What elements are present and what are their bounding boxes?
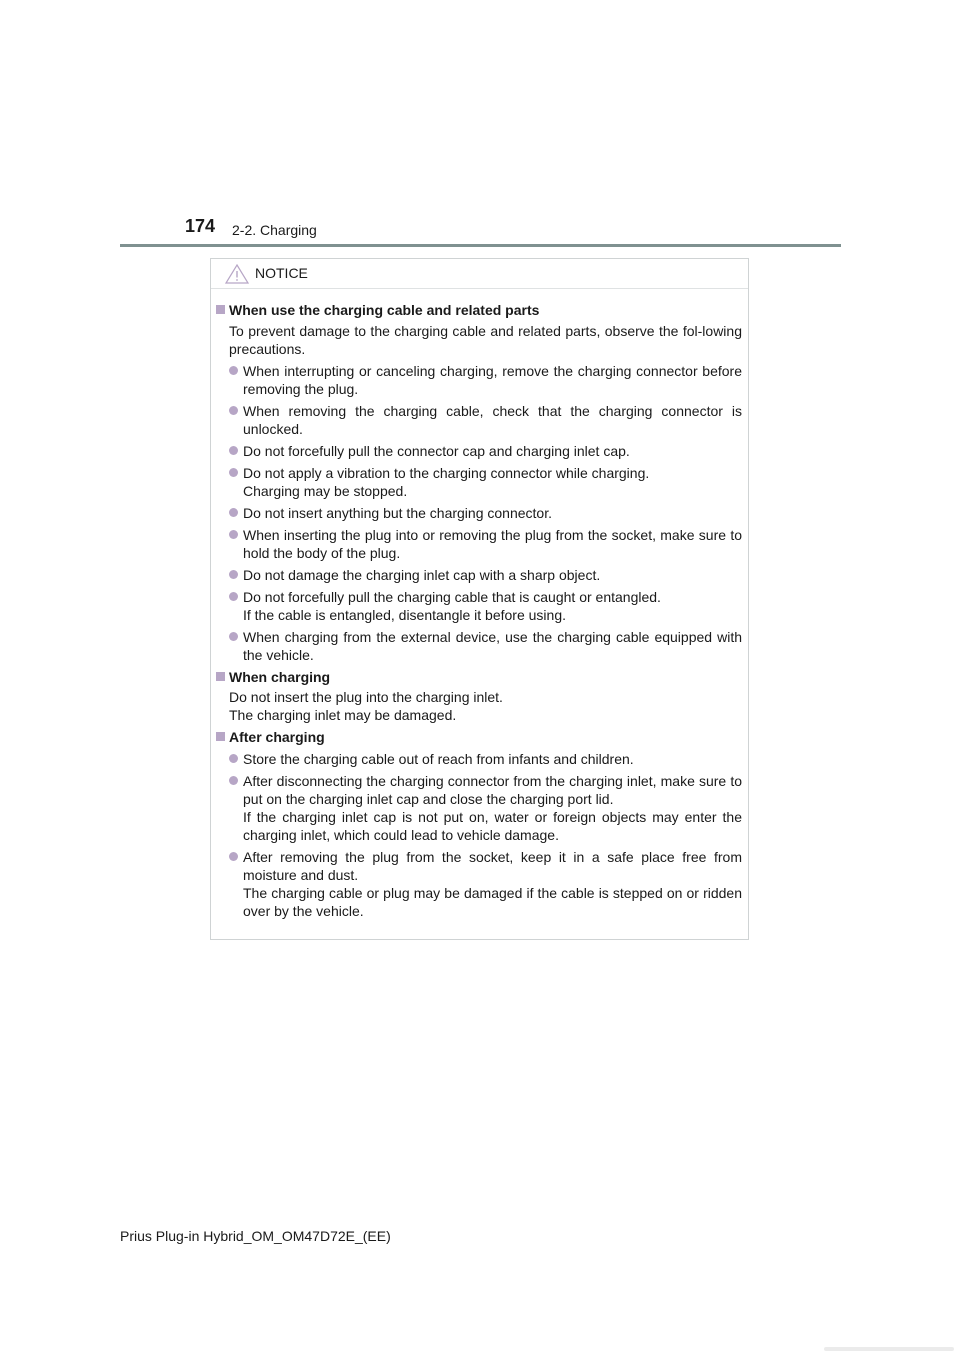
notice-box	[210, 258, 749, 940]
list-item: Do not insert anything but the charging connector.	[216, 504, 742, 522]
list-item: After disconnecting the charging connector from the charging inlet, make sure to put on the charging inlet cap and close the charging port lid. If the charging inlet cap is not put on, water or foreign objects may enter the charging inlet, which could lead to vehicle damage.	[216, 772, 742, 844]
bullet-dot-icon	[229, 468, 238, 477]
bullet-dot-icon	[229, 508, 238, 517]
bullet-dot-icon	[229, 366, 238, 375]
watermark-logo	[824, 1344, 954, 1354]
square-bullet-icon	[216, 305, 225, 314]
bullet-dot-icon	[229, 632, 238, 641]
bullet-dot-icon	[229, 754, 238, 763]
bullet-dot-icon	[229, 852, 238, 861]
notice-body	[211, 289, 748, 920]
section-title: 2-2. Charging	[232, 222, 317, 238]
section-heading: After charging	[216, 728, 742, 746]
list-item: When inserting the plug into or removing the plug from the socket, make sure to hold the body of the plug.	[216, 526, 742, 562]
bullet-dot-icon	[229, 406, 238, 415]
list-item: Do not forcefully pull the charging cable that is caught or entangled. If the cable is entangled, disentangle it before using.	[216, 588, 742, 624]
bullet-dot-icon	[229, 530, 238, 539]
bullet-dot-icon	[229, 446, 238, 455]
section-intro: Do not insert the plug into the charging inlet. The charging inlet may be damaged.	[229, 689, 503, 723]
footer-manual-id: Prius Plug-in Hybrid_OM_OM47D72E_(EE)	[120, 1228, 391, 1244]
list-item: Store the charging cable out of reach from infants and children.	[216, 750, 742, 768]
section-heading: When use the charging cable and related parts	[216, 301, 742, 319]
notice-label: NOTICE	[255, 265, 308, 281]
bullet-dot-icon	[229, 592, 238, 601]
bullet-dot-icon	[229, 570, 238, 579]
bullet-dot-icon	[229, 776, 238, 785]
warning-icon	[225, 264, 249, 284]
section-heading: When charging	[216, 668, 742, 686]
header-rule	[120, 244, 841, 247]
list-item: When removing the charging cable, check that the charging connector is unlocked.	[216, 402, 742, 438]
list-item: After removing the plug from the socket, keep it in a safe place free from moisture and dust. The charging cable or plug may be damaged if the cable is stepped on or ridden over by the vehicle.	[216, 848, 742, 920]
square-bullet-icon	[216, 732, 225, 741]
notice-header	[211, 259, 748, 289]
list-item: Do not apply a vibration to the charging connector while charging. Charging may be stopped.	[216, 464, 742, 500]
list-item: When interrupting or canceling charging, remove the charging connector before removing the plug.	[216, 362, 742, 398]
list-item: Do not damage the charging inlet cap with a sharp object.	[216, 566, 742, 584]
square-bullet-icon	[216, 672, 225, 681]
page-number: 174	[185, 216, 216, 236]
list-item: Do not forcefully pull the connector cap and charging inlet cap.	[216, 442, 742, 460]
list-item: When charging from the external device, use the charging cable equipped with the vehicle.	[216, 628, 742, 664]
section-intro: To prevent damage to the charging cable and related parts, observe the fol-lowing precautions.	[229, 323, 742, 357]
